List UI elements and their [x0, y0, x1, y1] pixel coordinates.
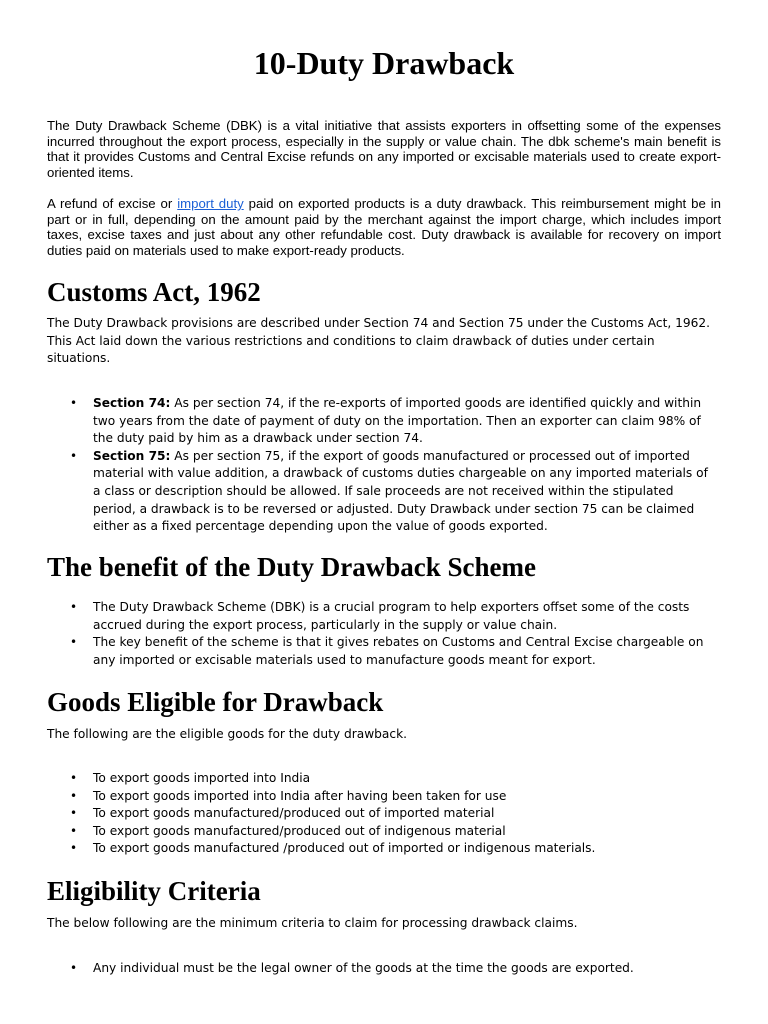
- heading-eligibility-criteria: Eligibility Criteria: [47, 876, 261, 906]
- list-item: • The key benefit of the scheme is that it gives rebates on Customs and Central Excise chargeable on any imported or excisable materials used to manufacture goods meant for export.: [47, 634, 717, 669]
- customs-act-paragraph: The Duty Drawback provisions are described under Section 74 and Section 75 under the Customs Act, 1962. This Act laid down the various restrictions and conditions to claim drawback of duties under certain situations.: [47, 316, 711, 366]
- intro-p2-rest: paid on exported products is a duty drawback. This reimbursement might be in part or in full, depending on the amount paid by the merchant against the import charge, which includes import taxes, excise taxes and just about any other refundable cost. Duty drawback is available for recovery on import duties paid on materials used to make export-ready products.: [47, 196, 721, 258]
- benefit-list: [47, 599, 717, 669]
- list-item: • To export goods imported into India: [47, 770, 717, 788]
- list-item: • To export goods manufactured /produced out of imported or indigenous materials.: [47, 840, 717, 858]
- eligibility-criteria-paragraph: The below following are the minimum criteria to claim for processing drawback claims.: [47, 916, 578, 930]
- section-74-label: Section 74:: [93, 396, 171, 410]
- heading-customs-act: Customs Act, 1962: [47, 277, 261, 307]
- list-item: • To export goods manufactured/produced out of indigenous material: [47, 823, 717, 841]
- customs-sections-list: [47, 395, 717, 536]
- section-75-text: As per section 75, if the export of goods manufactured or processed out of imported material with value addition, a drawback of customs duties chargeable on any imported materials of a class or description should be allowed. If sale proceeds are not received within the stipulated period, a drawback is to be reversed or adjusted. Duty Drawback under section 75 can be claimed either as a fixed percentage depending upon the value of goods exported.: [93, 448, 708, 534]
- goods-eligible-list: [47, 770, 717, 858]
- document-title: 10-Duty Drawback: [253, 45, 515, 81]
- eligibility-criteria-list: [47, 960, 717, 978]
- section-75-label: Section 75:: [93, 448, 171, 463]
- heading-benefit: The benefit of the Duty Drawback Scheme: [47, 552, 536, 582]
- list-item: • Any individual must be the legal owner of the goods at the time the goods are exported.: [47, 960, 717, 978]
- section-74-text: As per section 74, if the re-exports of imported goods are identified quickly and within two years from the date of payment of duty on the importation. Then an exporter can claim 98% of the duty paid by him as a drawback under section 74.: [93, 396, 702, 446]
- list-item: • The Duty Drawback Scheme (DBK) is a crucial program to help exporters offset some of the costs accrued during the export process, particularly in the supply or value chain.: [47, 599, 717, 634]
- intro-paragraph-1: The Duty Drawback Scheme (DBK) is a vital initiative that assists exporters in offsetting some of the expenses incurred throughout the export process, especially in the supply or value chain. The dbk scheme's main benefit is that it provides Customs and Central Excise refunds on any imported or excisable materials used to create export-oriented items.: [47, 118, 721, 180]
- list-item: • To export goods imported into India after having been taken for use: [47, 788, 717, 806]
- goods-eligible-paragraph: The following are the eligible goods for the duty drawback.: [47, 727, 408, 741]
- intro-paragraph-2: [47, 196, 721, 258]
- intro-p2-start: A refund of excise or: [47, 196, 178, 211]
- heading-goods-eligible: Goods Eligible for Drawback: [47, 687, 384, 717]
- list-item: • To export goods manufactured/produced out of imported material: [47, 805, 717, 823]
- import-duty-link[interactable]: import duty: [177, 196, 244, 211]
- list-item-section-75: [47, 448, 717, 536]
- list-item-section-74: [47, 395, 717, 448]
